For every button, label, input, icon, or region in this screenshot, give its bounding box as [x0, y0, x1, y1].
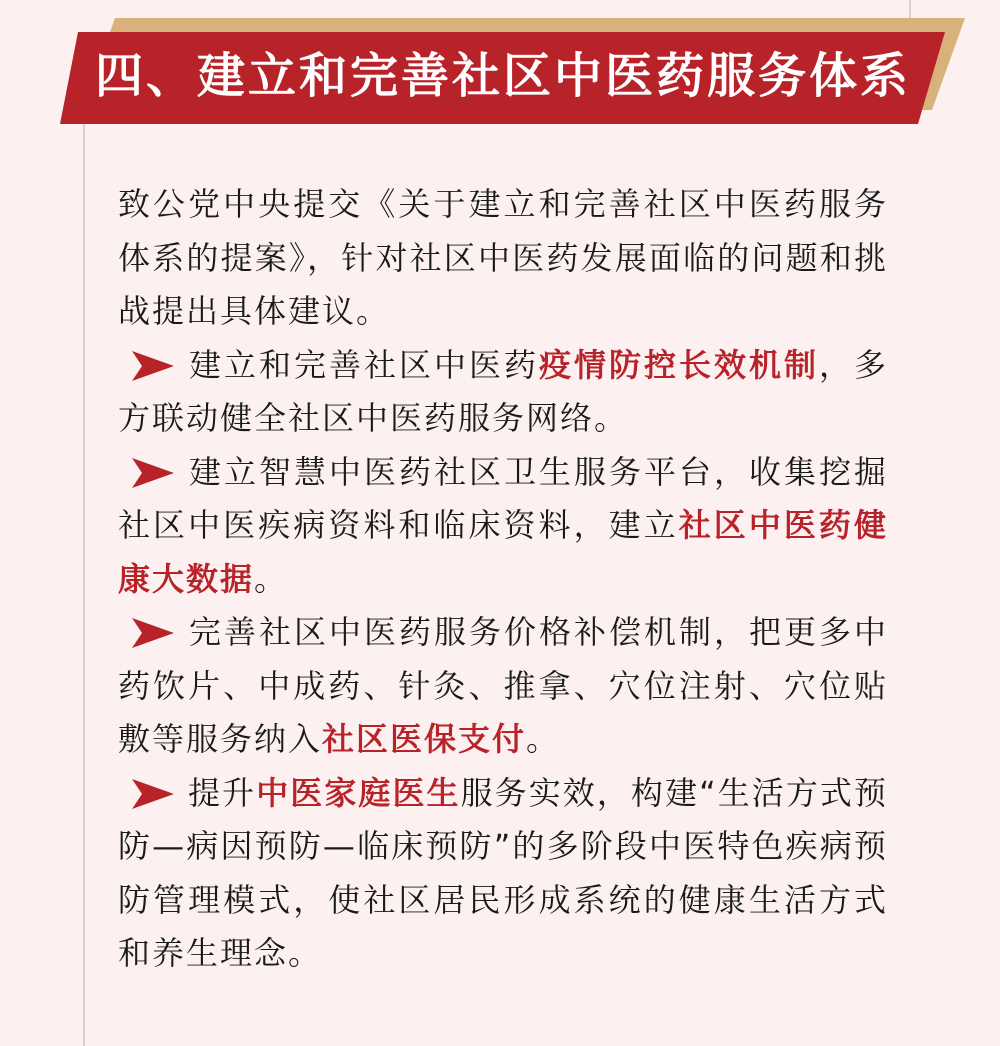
bullet-4-highlight: 中医家庭医生	[256, 773, 461, 812]
bullet-4-text: 提升	[188, 773, 257, 812]
bullet-item-4	[118, 767, 888, 981]
title-banner	[0, 0, 1000, 130]
bullet-3-tail: 。	[526, 720, 561, 758]
bullet-2-highlight: 社区中医药健康大数据	[118, 506, 888, 598]
bullet-1-highlight: 疫情防控长效机制	[538, 345, 819, 384]
bullet-item-1	[118, 339, 888, 446]
bullet-item-2	[118, 446, 888, 607]
bullet-4-tail: 服务实效，构建“生活方式预防—病因预防—临床预防”的多阶段中医特色疾病预防管理模式，使社区居民形成系统的健康生活方式和养生理念。	[118, 773, 888, 972]
arrow-bullet-icon	[132, 779, 174, 809]
bullet-3-highlight: 社区医保支付	[322, 720, 527, 758]
bullet-2-text: 建立智慧中医药社区卫生服务平台，收集挖掘社区中医疾病资料和临床资料，建立	[118, 452, 888, 544]
arrow-bullet-icon	[132, 458, 174, 488]
bullet-1-text: 建立和完善社区中医药	[188, 345, 539, 384]
article-body	[118, 178, 888, 981]
frame-left-line	[83, 120, 85, 1046]
bullet-3-text: 完善社区中医药服务价格补偿机制，把更多中药饮片、中成药、针灸、推拿、穴位注射、穴位贴敷等服务纳入	[118, 613, 888, 758]
page-title: 四、建立和完善社区中医药服务体系	[94, 48, 911, 104]
bullet-2-tail: 。	[254, 559, 289, 598]
bullet-item-3	[118, 606, 888, 767]
intro-paragraph: 致公党中央提交《关于建立和完善社区中医药服务体系的提案》，针对社区中医药发展面临的问题和挑战提出具体建议。	[118, 185, 888, 330]
arrow-bullet-icon	[132, 351, 174, 381]
bullet-1-tail: ，多方联动健全社区中医药服务网络。	[118, 345, 888, 437]
arrow-bullet-icon	[132, 618, 174, 648]
